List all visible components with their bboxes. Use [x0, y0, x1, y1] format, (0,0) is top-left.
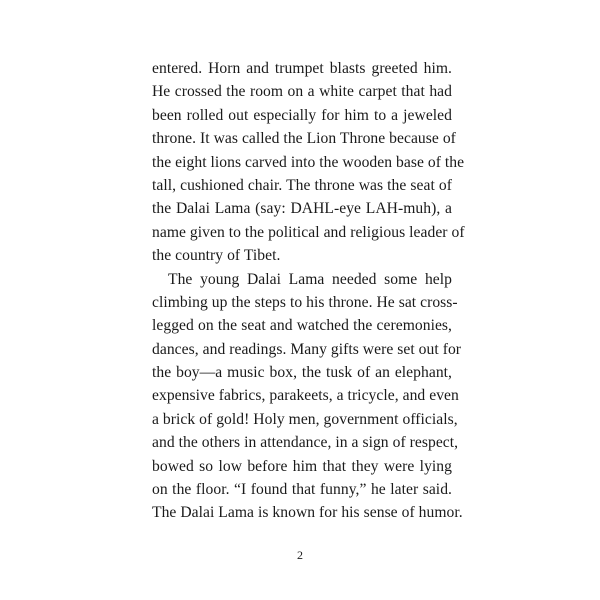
text-line: the eight lions carved into the wooden base of the	[152, 153, 465, 171]
text-line: been rolled out especially for him to a jeweled	[152, 106, 452, 124]
text-line: climbing up the steps to his throne. He sat cross-	[152, 293, 458, 311]
text-line: The Dalai Lama is known for his sense of humor.	[152, 504, 463, 522]
text-line: the country of Tibet.	[152, 247, 281, 265]
text-line: and the others in attendance, in a sign of respect,	[152, 434, 459, 452]
text-line: tall, cushioned chair. The throne was the seat of	[152, 176, 452, 194]
text-line: throne. It was called the Lion Throne because of	[152, 130, 456, 148]
text-line: the boy—a music box, the tusk of an elephant,	[152, 364, 452, 382]
text-line: bowed so low before him that they were lying	[152, 457, 452, 475]
page-number: 2	[297, 548, 303, 562]
text-line: He crossed the room on a white carpet that had	[152, 83, 452, 101]
text-line: a brick of gold! Holy men, government officials,	[152, 410, 458, 428]
text-line: on the floor. “I found that funny,” he later said.	[152, 481, 452, 499]
paragraph-2	[152, 268, 463, 525]
text-line: The young Dalai Lama needed some help	[168, 270, 452, 288]
text-line: expensive fabrics, parakeets, a tricycle, and even	[152, 387, 459, 405]
text-line: legged on the seat and watched the ceremonies,	[152, 317, 452, 335]
text-line: the Dalai Lama (say: DAHL-eye LAH-muh), a	[152, 200, 452, 218]
body-text	[152, 57, 465, 525]
text-line: entered. Horn and trumpet blasts greeted him.	[152, 60, 452, 77]
text-line: dances, and readings. Many gifts were set out for	[152, 340, 462, 358]
text-line: name given to the political and religious leader of	[152, 223, 465, 241]
paragraph-1	[152, 57, 465, 268]
